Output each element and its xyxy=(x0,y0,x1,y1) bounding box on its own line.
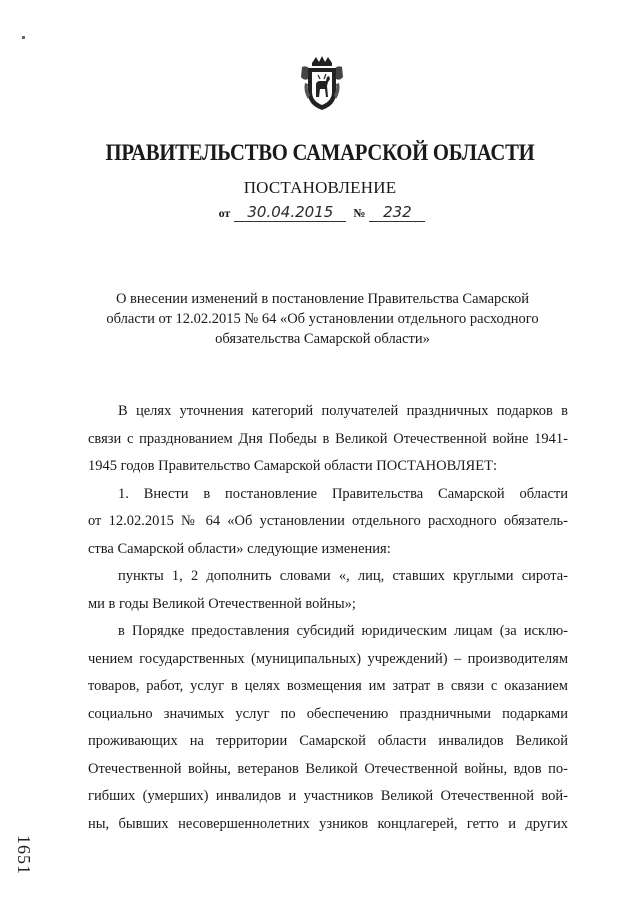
text-line: В целях уточнения категорий получателей праздничных подарков в xyxy=(118,403,568,419)
text-line: чением государственных (муниципальных) учреждений) – производителям xyxy=(88,650,568,667)
coat-of-arms-icon xyxy=(298,55,346,113)
text-line: от 12.02.2015 № 64 «Об установлении отдельного расходного обязатель- xyxy=(88,513,568,529)
text-line: социально значимых услуг по обеспечению праздничными подарками xyxy=(88,705,568,722)
text-line: проживающих на территории Самарской области инвалидов Великой xyxy=(88,733,568,749)
number-prefix: № xyxy=(353,206,366,220)
text-line: 1945 годов Правительство Самарской области ПОСТАНОВЛЯЕТ: xyxy=(88,458,497,474)
text-line: ства Самарской области» следующие изменения: xyxy=(88,540,391,557)
page-number: 1651 xyxy=(14,835,34,875)
text-line: ми в годы Великой Отечественной войны»; xyxy=(88,595,356,612)
text-line: 1. Внести в постановление Правительства Самарской области xyxy=(118,485,568,502)
scan-speck xyxy=(22,36,25,39)
paragraph-2 xyxy=(88,481,568,564)
handwritten-date: 30.04.2015 xyxy=(234,203,346,222)
text-line: ны, бывших несовершеннолетних узников концлагерей, гетто и других xyxy=(88,815,568,832)
document-body xyxy=(88,398,568,838)
text-line: Отечественной войны, ветеранов Великой Отечественной войны, вдов по- xyxy=(88,760,568,777)
text-line: гибших (умерших) инвалидов и участников Великой Отечественной вой- xyxy=(88,788,568,804)
text-line: в Порядке предоставления субсидий юридическим лицам (за исклю- xyxy=(118,623,568,639)
text-line: связи с празднованием Дня Победы в Великой Отечественной войне 1941- xyxy=(88,430,568,447)
document-heading: О внесении изменений в постановление Правительства Самарской области от 12.02.2015 № 64 «Об установлении отдельного расходного обязательства Самарской области» xyxy=(106,291,539,347)
document-type: ПОСТАНОВЛЕНИЕ xyxy=(243,178,397,197)
date-prefix: от xyxy=(218,206,231,220)
government-title: ПРАВИТЕЛЬСТВО САМАРСКОЙ ОБЛАСТИ xyxy=(105,140,535,165)
date-number-line xyxy=(0,203,640,222)
text-line: товаров, работ, услуг в целях возмещения им затрат в связи с оказанием xyxy=(88,678,568,694)
paragraph-4 xyxy=(88,618,568,838)
paragraph-3 xyxy=(88,563,568,618)
text-line: пункты 1, 2 дополнить словами «, лиц, ставших круглыми сирота- xyxy=(118,568,568,584)
paragraph-1 xyxy=(88,398,568,481)
handwritten-number: 232 xyxy=(369,203,425,222)
